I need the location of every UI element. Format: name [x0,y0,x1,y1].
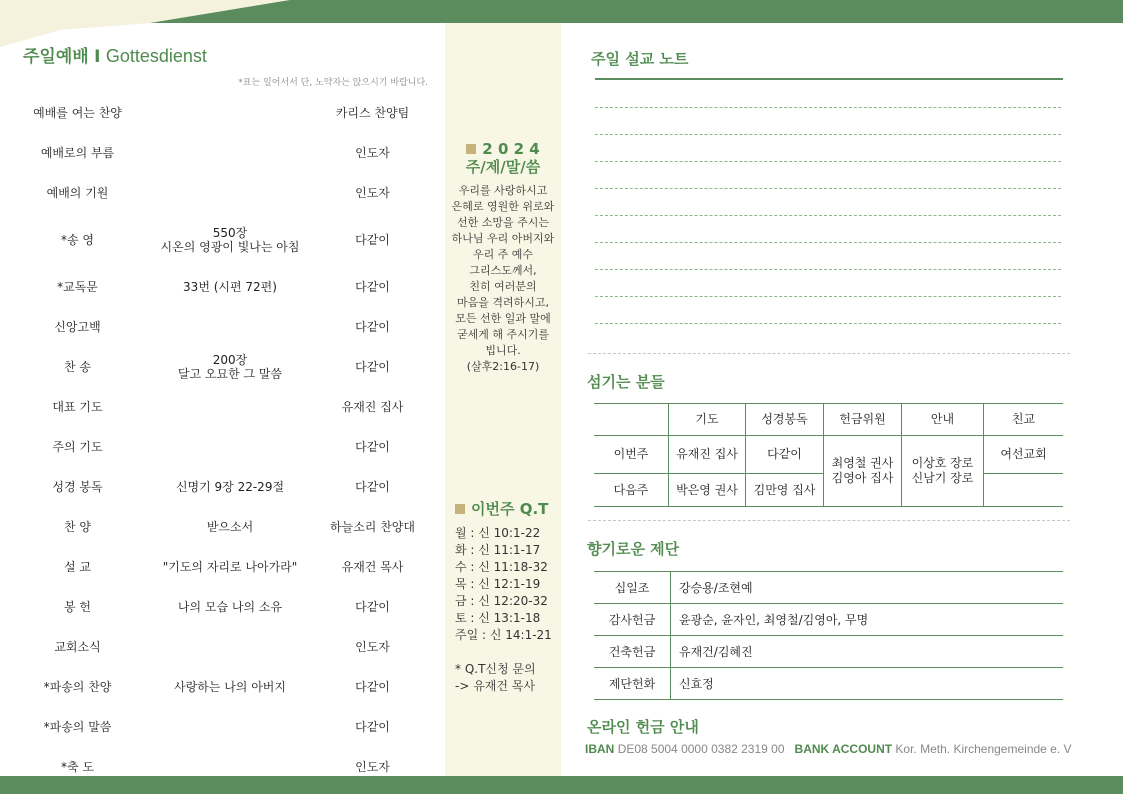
detail-line: 200장 [212,353,248,367]
note-line[interactable] [595,134,1061,135]
note-line[interactable] [595,188,1061,189]
note-line[interactable] [595,323,1061,324]
theme-line: 마음을 격려하시고, [456,296,549,309]
qt-item: 주일 : 신 14:1-21 [455,628,552,642]
order-item-leader: 인도자 [355,760,390,774]
order-row [0,629,445,665]
table-row [594,604,1063,636]
online-offering-info [585,742,1072,756]
sermon-notes-rule [595,78,1063,80]
cell [984,474,1064,507]
order-item-leader: 다같이 [355,680,390,694]
servers-table [594,403,1063,507]
order-item-leader: 인도자 [355,146,390,160]
sermon-notes-title: 주일 설교 노트 [591,50,689,68]
note-line[interactable] [595,269,1061,270]
theme-line: 모든 선한 일과 말에 [455,312,551,325]
order-row [0,509,445,545]
detail-line: 신명기 9장 22-29절 [175,480,285,494]
theme-line: 하나님 우리 아버지와 [451,232,555,245]
cell-line: 신남기 장로 [911,471,974,485]
detail-line: 달고 오묘한 그 말씀 [177,367,283,381]
offerings-table [594,571,1063,700]
worship-title-ko: 주일예배 [23,47,89,67]
theme-title [452,140,554,176]
header-cell: 헌금위원 [824,404,902,436]
section-divider [588,353,1070,354]
iban-value: DE08 5004 0000 0382 2319 00 [617,742,785,756]
order-item-detail [140,280,320,294]
qt-contact [455,661,536,695]
cell-line: 최영철 권사 [831,456,894,470]
order-row [0,389,445,425]
qt-item: 금 : 신 12:20-32 [455,594,548,608]
note-line[interactable] [595,107,1061,108]
order-item-leader: 유재건 목사 [341,560,404,574]
account-value: Kor. Meth. Kirchengemeinde e. V [895,742,1072,756]
qt-note-line: -> 유재건 목사 [455,679,535,693]
offering-names: 유재건/김혜진 [671,636,1064,668]
offering-type: 감사헌금 [594,604,671,636]
note-line[interactable] [595,215,1061,216]
standing-note: *표는 일어서서 단, 노약자는 앉으시기 바랍니다. [238,78,428,88]
order-row [0,269,445,305]
qt-item: 목 : 신 12:1-19 [455,577,541,591]
theme-square-icon [466,144,476,154]
order-item-name: 예배로의 부름 [40,146,115,160]
theme-heading: 주/제/말/씀 [465,158,541,176]
servers-title: 섬기는 분들 [587,373,665,391]
order-item-name: *교독문 [57,280,98,294]
cell: 박은영 권사 [669,474,746,507]
table-row [594,668,1063,700]
order-item-leader: 다같이 [355,233,390,247]
detail-line: "기도의 자리로 나아가라" [162,560,298,574]
order-item-detail [140,520,320,534]
cell: 여선교회 [984,436,1064,474]
header-cell: 기도 [669,404,746,436]
order-item-leader: 유재진 집사 [341,400,404,414]
order-item-name: 찬 양 [64,520,91,534]
order-item-name: *파송의 찬양 [43,680,112,694]
header-cell: 안내 [902,404,984,436]
qt-title: 이번주 Q.T [455,498,548,519]
order-item-name: *송 영 [61,233,94,247]
table-row [594,572,1063,604]
order-item-leader: 다같이 [355,600,390,614]
detail-line: 받으소서 [206,520,254,534]
header-cell [594,404,669,436]
qt-item: 월 : 신 10:1-22 [455,526,541,540]
order-item-leader: 인도자 [355,640,390,654]
order-item-detail [140,560,320,574]
iban-label: IBAN [585,742,615,756]
usher-cell [902,436,984,507]
cell-line: 이상호 장로 [911,456,974,470]
order-row [0,175,445,211]
account-label: BANK ACCOUNT [794,742,893,756]
header-cell: 성경봉독 [746,404,824,436]
offering-committee-cell [824,436,902,507]
order-item-name: 성경 봉독 [52,480,103,494]
qt-item: 수 : 신 11:18-32 [455,560,548,574]
offering-type: 십일조 [594,572,671,604]
cell: 김만영 집사 [746,474,824,507]
detail-line: 시온의 영광이 빛나는 아침 [160,240,300,254]
cell-line: 김영아 집사 [831,471,894,485]
order-item-detail [140,353,320,381]
note-line[interactable] [595,242,1061,243]
detail-line: 550장 [212,226,248,240]
note-line[interactable] [595,161,1061,162]
qt-square-icon [455,504,465,514]
header-cell: 친교 [984,404,1064,436]
order-item-leader: 인도자 [355,186,390,200]
order-item-name: *파송의 말씀 [43,720,112,734]
order-item-detail [140,680,320,694]
offering-names: 윤광순, 윤자인, 최영철/김영아, 무명 [671,604,1064,636]
order-item-detail [140,226,320,254]
order-item-leader: 다같이 [355,480,390,494]
order-item-leader: 카리스 찬양팀 [335,106,410,120]
order-item-name: 대표 기도 [52,400,103,414]
theme-line: 우리 주 예수 [472,248,534,261]
theme-line: 굳세게 해 주시기를 [456,328,549,341]
qt-item: 토 : 신 13:1-18 [455,611,541,625]
row-label: 이번주 [594,436,669,474]
order-row [0,309,445,345]
offering-names: 강승용/조현예 [671,572,1064,604]
order-row [0,549,445,585]
theme-verse [450,183,556,375]
order-item-detail [140,600,320,614]
offerings-title: 향기로운 제단 [587,540,680,558]
worship-title-sep: I [94,47,101,67]
cell: 다같이 [746,436,824,474]
theme-line: 은혜로 영원한 위로와 [451,200,555,213]
order-item-name: 예배를 여는 찬양 [33,106,122,120]
table-row [594,636,1063,668]
order-item-name: 찬 송 [64,360,91,374]
order-item-detail [140,480,320,494]
order-item-name: 봉 헌 [64,600,91,614]
order-row [0,749,445,785]
theme-year: 2 0 2 4 [482,140,540,158]
order-item-leader: 다같이 [355,320,390,334]
theme-line: 빕니다. [485,344,521,357]
offering-names: 신효정 [671,668,1064,700]
cell: 유재진 집사 [669,436,746,474]
qt-list [455,525,552,644]
order-item-leader: 다같이 [355,720,390,734]
order-item-leader: 다같이 [355,440,390,454]
detail-line: 나의 모습 나의 소유 [177,600,283,614]
order-item-name: *축 도 [61,760,94,774]
order-row [0,95,445,131]
theme-line: 우리를 사랑하시고 [458,184,548,197]
order-item-name: 주의 기도 [52,440,103,454]
qt-item: 화 : 신 11:1-17 [455,543,541,557]
order-item-leader: 하늘소리 찬양대 [330,520,415,534]
order-row [0,589,445,625]
theme-reference: (살후2:16-17) [466,360,540,373]
detail-line: 사랑하는 나의 아버지 [174,680,286,694]
qt-note-line: * Q.T신청 문의 [455,662,536,676]
order-item-leader: 다같이 [355,360,390,374]
online-offering-title: 온라인 헌금 안내 [587,718,699,736]
order-item-name: 신앙고백 [54,320,101,334]
theme-line: 그리스도께서, [469,264,537,277]
detail-line: 33번 (시편 72편) [183,280,277,294]
theme-line: 선한 소망을 주시는 [456,216,549,229]
order-row [0,669,445,705]
order-row [0,429,445,465]
order-row [0,222,445,258]
order-row [0,349,445,385]
note-line[interactable] [595,296,1061,297]
order-item-name: 예배의 기원 [46,186,109,200]
offering-type: 건축헌금 [594,636,671,668]
order-row [0,469,445,505]
order-item-name: 설 교 [64,560,91,574]
worship-title [23,42,207,67]
order-row [0,709,445,745]
order-item-name: 교회소식 [54,640,101,654]
order-row [0,135,445,171]
section-divider [588,520,1070,521]
theme-line: 친히 여러분의 [469,280,537,293]
row-label: 다음주 [594,474,669,507]
offering-type: 제단헌화 [594,668,671,700]
order-item-leader: 다같이 [355,280,390,294]
worship-title-de: Gottesdienst [105,46,207,66]
